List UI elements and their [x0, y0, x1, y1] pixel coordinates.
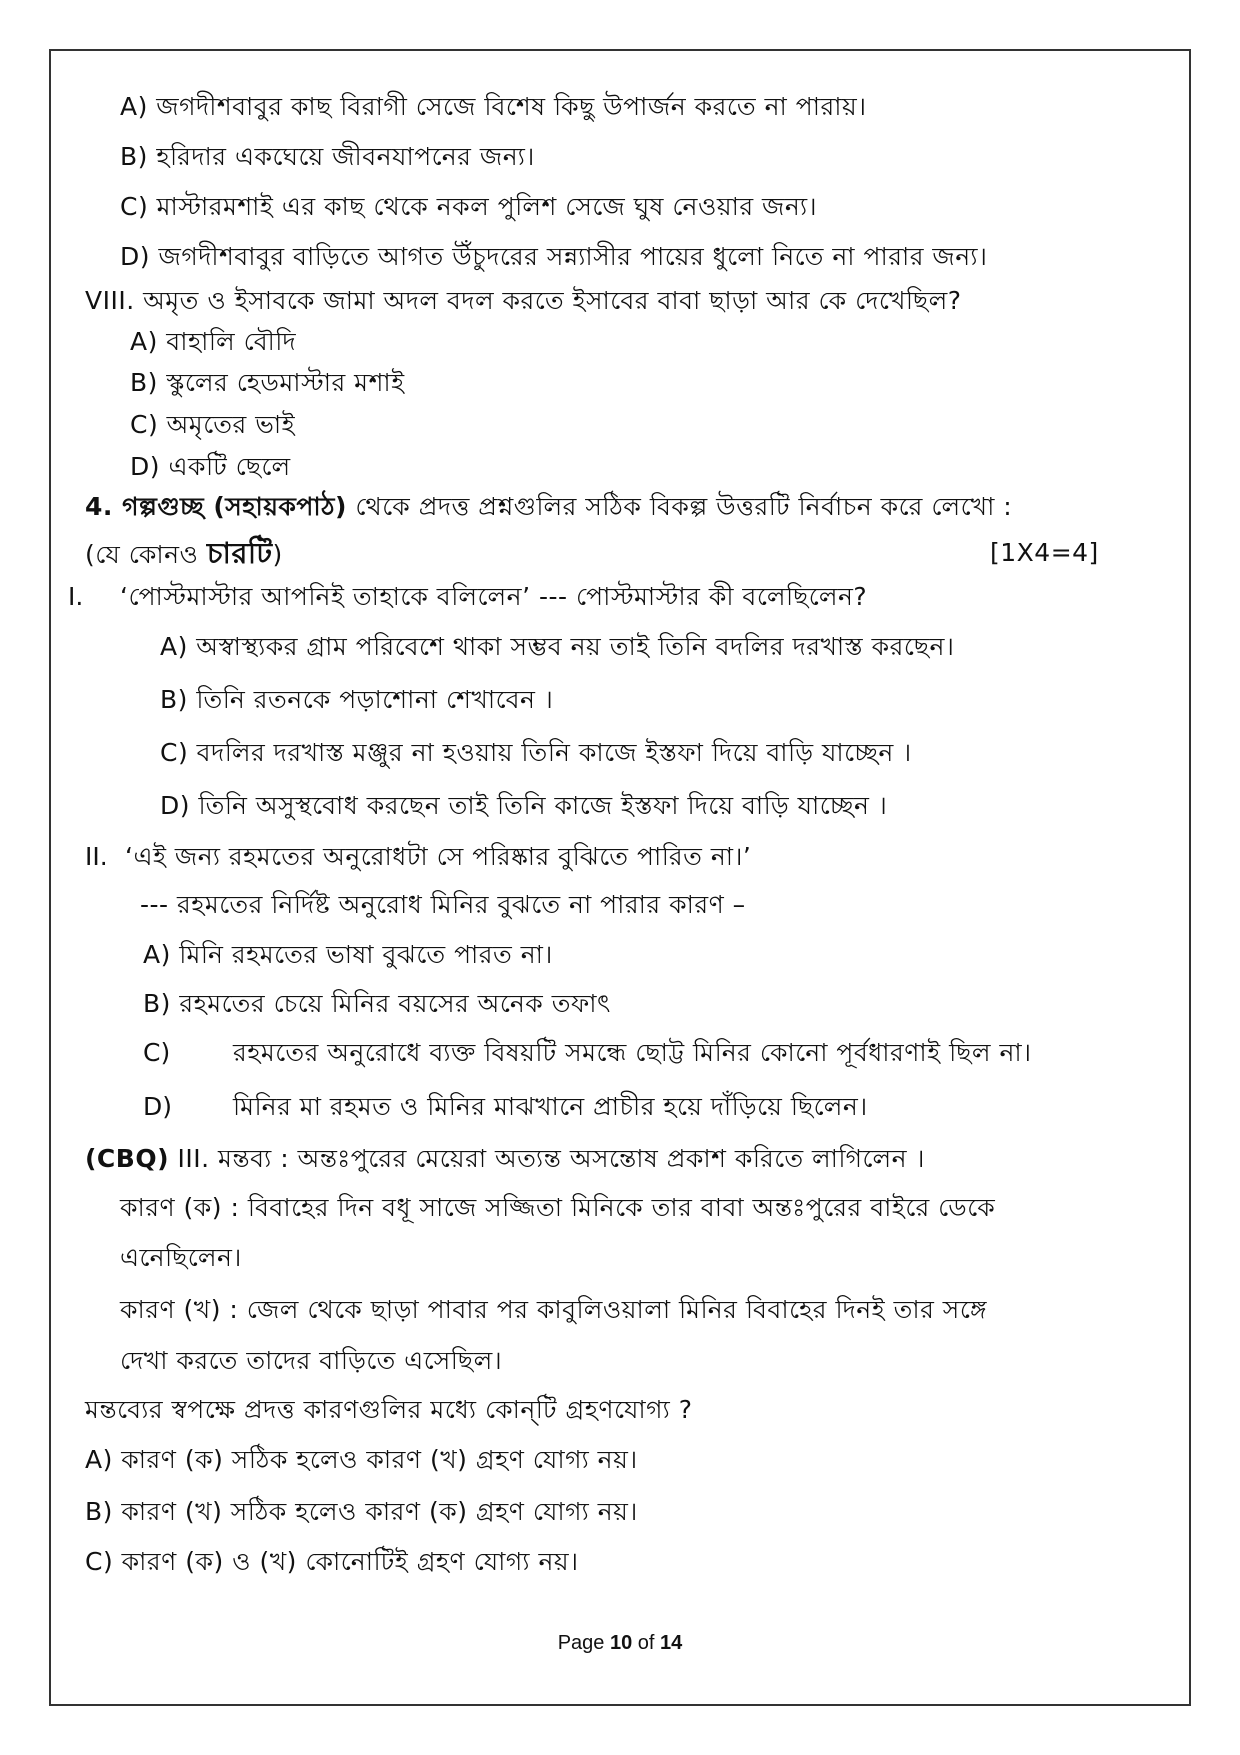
q2-option-d-label: D): [143, 1092, 173, 1121]
section-4-title: 4. গল্পগুচ্ছ (সহায়কপাঠ): [85, 492, 347, 521]
prev-option-b: B) হরিদার একঘেয়ে জীবনযাপনের জন্য।: [120, 142, 535, 171]
footer-of-word: of: [637, 1632, 655, 1654]
footer-current-page: 10: [609, 1632, 633, 1654]
q8-option-d: D) একটি ছেলে: [130, 452, 291, 481]
q8-option-a: A) বাহালি বৌদি: [130, 327, 297, 356]
reason-kha-line2: দেখা করতে তাদের বাড়িতে এসেছিল।: [120, 1346, 503, 1375]
q2-option-c: রহমতের অনুরোধে ব্যক্ত বিষয়টি সমন্ধে ছোট্ট মিনির কোনো পূর্বধারণাই ছিল না।: [233, 1038, 1032, 1067]
q3-option-a: A) কারণ (ক) সঠিক হলেও কারণ (খ) গ্রহণ যোগ্য নয়।: [85, 1445, 638, 1474]
question-iii-statement: মন্তব্য : অন্তঃপুরের মেয়েরা অত্যন্ত অসন্তোষ প্রকাশ করিতে লাগিলেন ।: [218, 1144, 925, 1173]
page-footer: [0, 1629, 1240, 1657]
reason-ka-line2: এনেছিলেন।: [120, 1243, 242, 1272]
q1-option-b: B) তিনি রতনকে পড়াশোনা শেখাবেন ।: [160, 685, 554, 714]
q2-option-d: মিনির মা রহমত ও মিনির মাঝখানে প্রাচীর হয়ে দাঁড়িয়ে ছিলেন।: [233, 1092, 868, 1121]
question-iii-prompt: মন্তব্যের স্বপক্ষে প্রদত্ত কারণগুলির মধ্যে কোন্‌টি গ্রহণযোগ্য ?: [85, 1395, 693, 1424]
choice-prefix: (যে কোনও: [85, 540, 199, 569]
q3-option-b: B) কারণ (খ) সঠিক হলেও কারণ (ক) গ্রহণ যোগ্য নয়।: [85, 1497, 638, 1526]
q3-option-c: C) কারণ (ক) ও (খ) কোনোটিই গ্রহণ যোগ্য নয়।: [85, 1547, 579, 1576]
prev-option-d: D) জগদীশবাবুর বাড়িতে আগত উঁচুদরের সন্ন্যাসীর পায়ের ধুলো নিতে না পারার জন্য।: [120, 242, 988, 271]
q2-option-b: B) রহমতের চেয়ে মিনির বয়সের অনেক তফাৎ: [143, 989, 611, 1018]
choice-emphasis: চারটি: [206, 536, 273, 570]
section-4-choice: [85, 536, 283, 572]
question-ii-label: II.: [85, 842, 108, 871]
prev-option-c: C) মাস্টারমশাই এর কাছ থেকে নকল পুলিশ সেজে ঘুষ নেওয়ার জন্য।: [120, 192, 818, 221]
question-ii: ‘এই জন্য রহমতের অনুরোধটা সে পরিষ্কার বুঝিতে পারিত না।’: [125, 842, 752, 871]
q8-option-c: C) অমৃতের ভাই: [130, 410, 296, 439]
choice-suffix: ): [272, 540, 283, 569]
footer-page-word: Page: [557, 1632, 605, 1654]
reason-ka-line1: কারণ (ক) : বিবাহের দিন বধূ সাজে সজ্জিতা মিনিকে তার বাবা অন্তঃপুরের বাইরে ডেকে: [120, 1193, 996, 1222]
q2-option-a: A) মিনি রহমতের ভাষা বুঝতে পারত না।: [143, 940, 553, 969]
q2-option-c-label: C): [143, 1038, 171, 1067]
question-i-label: I.: [68, 582, 84, 611]
q8-option-b: B) স্কুলের হেডমাস্টার মশাই: [130, 368, 405, 397]
section-4-heading: [85, 490, 1012, 524]
q1-option-a: A) অস্বাস্থ্যকর গ্রাম পরিবেশে থাকা সম্ভব নয় তাই তিনি বদলির দরখাস্ত করছেন।: [160, 632, 955, 661]
q1-option-d: D) তিনি অসুস্থবোধ করছেন তাই তিনি কাজে ইস্তফা দিয়ে বাড়ি যাচ্ছেন ।: [160, 791, 888, 820]
question-ii-sub: --- রহমতের নির্দিষ্ট অনুরোধ মিনির বুঝতে না পারার কারণ –: [140, 890, 746, 919]
question-viii: VIII. অমৃত ও ইসাবকে জামা অদল বদল করতে ইসাবের বাবা ছাড়া আর কে দেখেছিল?: [85, 286, 962, 315]
question-iii: [85, 1142, 925, 1176]
prev-option-a: A) জগদীশবাবুর কাছ বিরাগী সেজে বিশেষ কিছু উপার্জন করতে না পারায়।: [120, 92, 867, 121]
question-iii-label: III.: [177, 1144, 210, 1173]
reason-kha-line1: কারণ (খ) : জেল থেকে ছাড়া পাবার পর কাবুলিওয়ালা মিনির বিবাহের দিনই তার সঙ্গে: [120, 1295, 987, 1324]
footer-total-pages: 14: [660, 1632, 683, 1654]
question-i: ‘পোস্টমাস্টার আপনিই তাহাকে বলিলেন’ --- পোস্টমাস্টার কী বলেছিলেন?: [120, 582, 868, 611]
cbq-tag: (CBQ): [85, 1144, 170, 1173]
section-4-marks: [1X4=4]: [990, 538, 1099, 567]
q1-option-c: C) বদলির দরখাস্ত মঞ্জুর না হওয়ায় তিনি কাজে ইস্তফা দিয়ে বাড়ি যাচ্ছেন ।: [160, 738, 912, 767]
section-4-instruction: থেকে প্রদত্ত প্রশ্নগুলির সঠিক বিকল্প উত্তরটি নির্বাচন করে লেখো :: [355, 492, 1013, 521]
